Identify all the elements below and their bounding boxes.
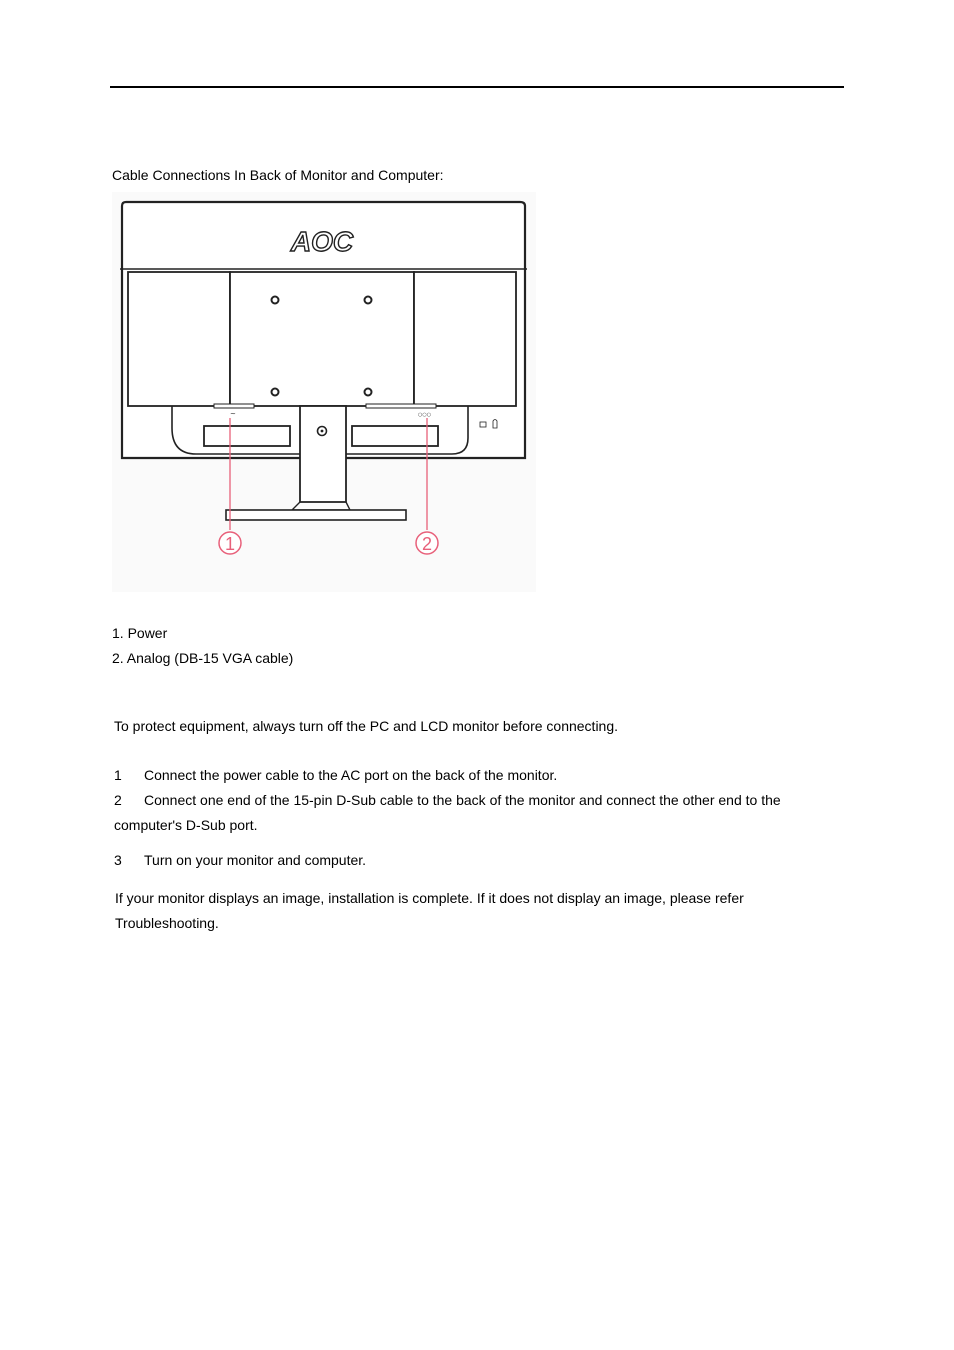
vga-port-block bbox=[352, 426, 438, 446]
warning-text: To protect equipment, always turn off the PC and LCD monitor before connecting. bbox=[114, 718, 619, 734]
screw-hole bbox=[365, 297, 372, 304]
legend-item-power: 1. Power bbox=[112, 625, 168, 641]
svg-text:1: 1 bbox=[224, 534, 236, 554]
screw-hole bbox=[365, 389, 372, 396]
svg-text:~: ~ bbox=[230, 410, 236, 418]
step-text: Connect the power cable to the AC port on the back of the monitor. bbox=[144, 767, 558, 783]
closing-text: If your monitor displays an image, installation is complete. If it does not display an image, please refer bbox=[115, 890, 744, 906]
screw-hole bbox=[272, 389, 279, 396]
step-number: 3 bbox=[114, 852, 122, 868]
header-rule bbox=[110, 86, 844, 88]
step-text-continuation: computer's D-Sub port. bbox=[114, 817, 258, 833]
screw-hole bbox=[272, 297, 279, 304]
figure-caption: Cable Connections In Back of Monitor and Computer: bbox=[112, 167, 444, 183]
step-text: Connect one end of the 15-pin D-Sub cable to the back of the monitor and connect the other end to the bbox=[144, 792, 781, 808]
callout-2 bbox=[416, 532, 438, 554]
monitor-back-figure bbox=[112, 192, 536, 592]
svg-text:2: 2 bbox=[421, 534, 433, 554]
stand-neck bbox=[300, 406, 346, 502]
aoc-logo: AOC bbox=[290, 226, 354, 257]
callout-1 bbox=[219, 532, 241, 554]
power-port-block bbox=[204, 426, 290, 446]
stand-base bbox=[226, 510, 406, 520]
svg-text:○○○: ○○○ bbox=[418, 412, 432, 418]
closing-text: Troubleshooting. bbox=[115, 915, 219, 931]
step-number: 1 bbox=[114, 767, 122, 783]
step-text: Turn on your monitor and computer. bbox=[144, 852, 367, 868]
step-number: 2 bbox=[114, 792, 122, 808]
legend-item-analog: 2. Analog (DB-15 VGA cable) bbox=[112, 650, 294, 666]
